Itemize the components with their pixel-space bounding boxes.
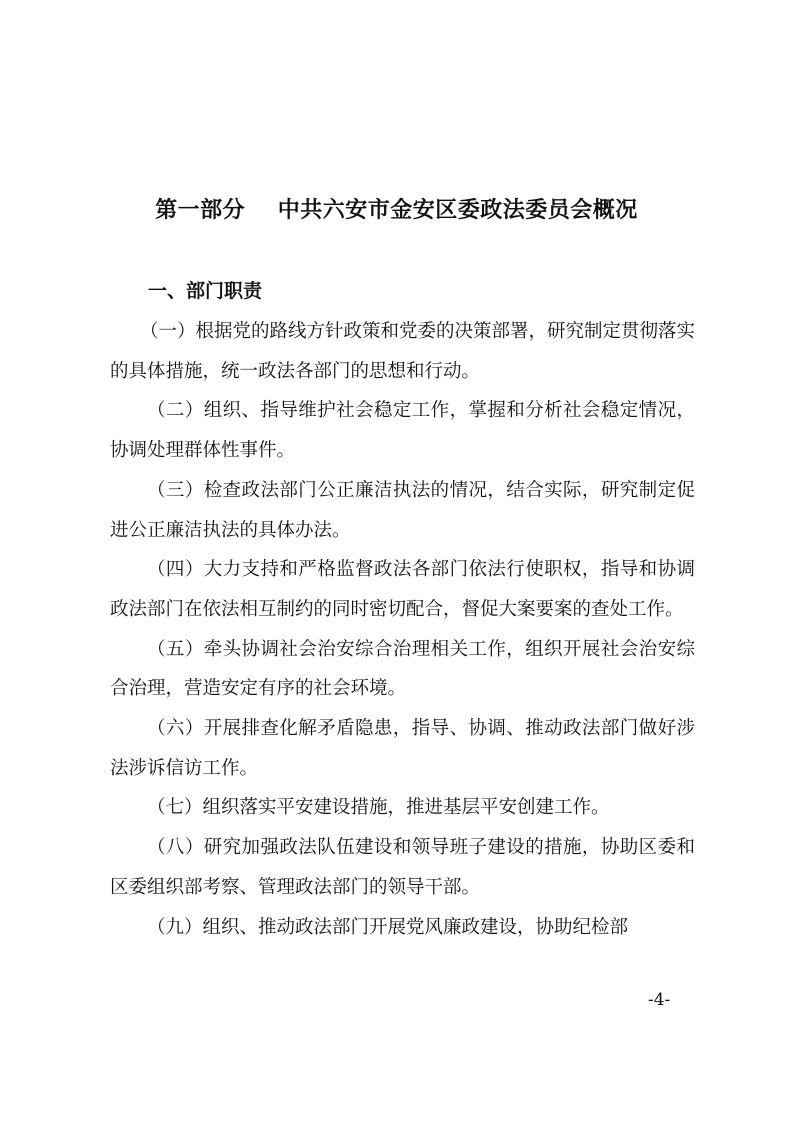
paragraph-2: （二）组织、指导维护社会稳定工作，掌握和分析社会稳定情况，协调处理群体性事件。 — [110, 400, 695, 462]
body-text — [110, 312, 695, 947]
page-number: -4- — [648, 990, 671, 1010]
paragraph-1: （一）根据党的路线方针政策和党委的决策部署，研究制定贯彻落实的具体措施，统一政法各部门的思想和行动。 — [110, 321, 696, 382]
paragraph-9: （九）组织、推动政法部门开展党风廉政建设，协助纪检部 — [147, 916, 629, 938]
paragraph-6: （六）开展排查化解矛盾隐患，指导、协调、推动政法部门做好涉法涉诉信访工作。 — [110, 718, 695, 779]
paragraph-8: （八）研究加强政法队伍建设和领导班子建设的措施，协助区委和区委组织部考察、管理政法部门的领导干部。 — [110, 837, 695, 898]
paragraph-4: （四）大力支持和严格监督政法各部门依法行使职权，指导和协调政法部门在依法相互制约的同时密切配合，督促大案要案的查处工作。 — [110, 559, 695, 620]
page-title: 第一部分 中共六安市金安区委政法委员会概况 — [155, 198, 638, 223]
section-heading: 一、部门职责 — [148, 280, 263, 302]
paragraph-7: （七）组织落实平安建设措施，推进基层平安创建工作。 — [147, 797, 610, 819]
paragraph-3: （三）检查政法部门公正廉洁执法的情况，结合实际，研究制定促进公正廉洁执法的具体办法。 — [110, 479, 695, 541]
paragraph-5: （五）牵头协调社会治安综合治理相关工作，组织开展社会治安综合治理，营造安定有序的社会环境。 — [110, 638, 695, 700]
